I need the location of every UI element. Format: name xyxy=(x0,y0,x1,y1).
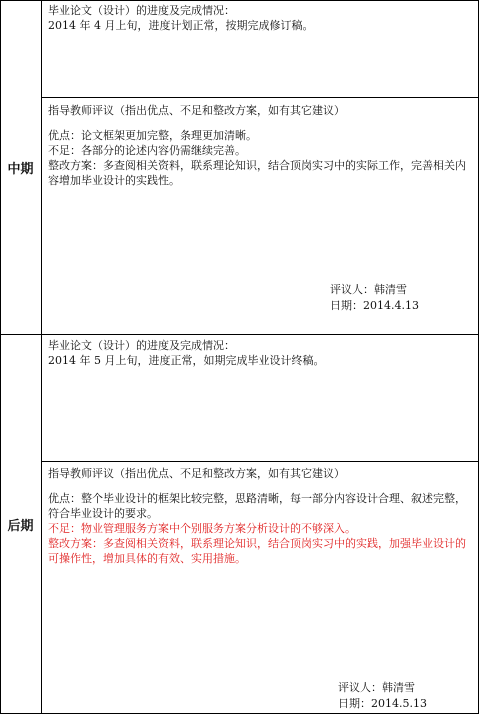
mid-review-shortcomings: 不足：各部分的论述内容仍需继续完善。 xyxy=(48,144,246,157)
late-row-divider xyxy=(41,461,479,462)
late-progress-text: 2014 年 5 月上旬，进度正常，如期完成毕业设计终稿。 xyxy=(48,354,325,367)
late-progress-heading: 毕业论文（设计）的进度及完成情况： xyxy=(48,339,235,352)
late-review-plan: 整改方案：多查阅相关资料，联系理论知识，结合顶岗实习中的实践，加强毕业设计的可操作性，增加具体的有效、实用措施。 xyxy=(48,537,466,565)
mid-review-plan: 整改方案：多查阅相关资料，联系理论知识，结合顶岗实习中的实际工作，完善相关内容增加毕业设计的实践性。 xyxy=(48,159,466,187)
stage-divider xyxy=(0,334,479,335)
mid-date: 日期：2014.4.13 xyxy=(330,299,419,312)
late-review-shortcomings: 不足：物业管理服务方案中个别服务方案分析设计的不够深入。 xyxy=(48,522,356,535)
mid-signature xyxy=(330,282,419,314)
stage-label-late: 后期 xyxy=(7,518,34,534)
mid-review-heading: 指导教师评议（指出优点、不足和整改方案，如有其它建议） xyxy=(48,104,345,117)
stage-column-divider xyxy=(41,0,42,714)
late-reviewer: 评议人：韩清雪 xyxy=(338,681,415,694)
mid-reviewer: 评议人：韩清雪 xyxy=(330,283,407,296)
mid-row-divider xyxy=(41,97,479,98)
late-signature xyxy=(338,680,427,712)
late-review-merits: 优点：整个毕业设计的框架比较完整，思路清晰，每一部分内容设计合理、叙述完整，符合毕业设计的要求。 xyxy=(48,492,466,520)
late-review-cell xyxy=(48,466,475,566)
mid-progress-text: 2014 年 4 月上旬，进度计划正常，按期完成修订稿。 xyxy=(48,19,314,32)
mid-progress-heading: 毕业论文（设计）的进度及完成情况： xyxy=(48,4,235,17)
mid-review-cell xyxy=(48,103,475,188)
mid-progress-cell xyxy=(48,3,475,33)
late-review-heading: 指导教师评议（指出优点、不足和整改方案，如有其它建议） xyxy=(48,467,345,480)
late-progress-cell xyxy=(48,338,475,368)
stage-label-mid: 中期 xyxy=(7,161,34,177)
late-date: 日期：2014.5.13 xyxy=(338,697,427,710)
mid-review-merits: 优点：论文框架更加完整，条理更加清晰。 xyxy=(48,129,257,142)
